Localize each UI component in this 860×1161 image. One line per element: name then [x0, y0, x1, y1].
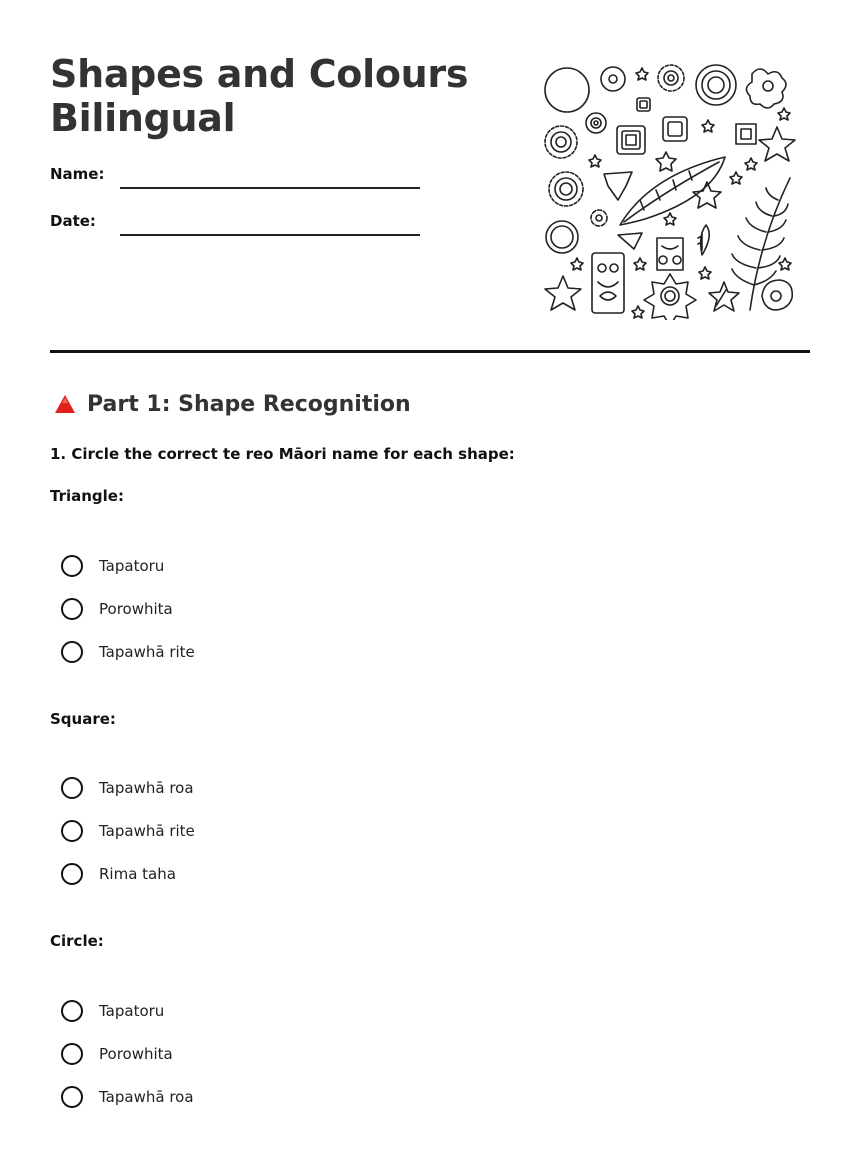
radio-circle[interactable]	[61, 1000, 83, 1022]
title-line-2: Bilingual	[50, 96, 236, 140]
date-label: Date:	[50, 212, 96, 230]
option-text: Tapatoru	[99, 1002, 165, 1020]
option-text: Rima taha	[99, 865, 176, 883]
option-text: Tapawhā roa	[99, 779, 194, 797]
radio-circle[interactable]	[61, 555, 83, 577]
option-circle-3[interactable]	[61, 1085, 194, 1109]
option-text: Tapawhā rite	[99, 643, 195, 661]
option-circle-1[interactable]	[61, 999, 164, 1023]
option-text: Porowhita	[99, 600, 173, 618]
radio-circle[interactable]	[61, 1086, 83, 1108]
question-text: 1. Circle the correct te reo Māori name for each shape:	[50, 445, 515, 463]
shape-label-triangle: Triangle:	[50, 487, 124, 505]
radio-circle[interactable]	[61, 641, 83, 663]
name-field-line[interactable]	[120, 187, 420, 189]
section-heading	[54, 388, 411, 420]
header-divider	[50, 350, 810, 353]
doodle-shapes-clipart-icon	[540, 60, 800, 320]
radio-circle[interactable]	[61, 598, 83, 620]
page-title	[50, 52, 468, 140]
radio-circle[interactable]	[61, 820, 83, 842]
option-square-1[interactable]	[61, 776, 194, 800]
red-triangle-icon	[54, 393, 76, 415]
option-circle-2[interactable]	[61, 1042, 173, 1066]
radio-circle[interactable]	[61, 863, 83, 885]
title-line-1: Shapes and Colours	[50, 52, 469, 96]
radio-circle[interactable]	[61, 777, 83, 799]
option-text: Tapawhā roa	[99, 1088, 194, 1106]
option-triangle-2[interactable]	[61, 597, 173, 621]
date-field-line[interactable]	[120, 234, 420, 236]
option-text: Tapawhā rite	[99, 822, 195, 840]
option-square-3[interactable]	[61, 862, 176, 886]
option-text: Porowhita	[99, 1045, 173, 1063]
shape-label-circle: Circle:	[50, 932, 104, 950]
section-title: Part 1: Shape Recognition	[87, 391, 411, 417]
option-triangle-1[interactable]	[61, 554, 164, 578]
option-triangle-3[interactable]	[61, 640, 195, 664]
name-label: Name:	[50, 165, 105, 183]
shape-label-square: Square:	[50, 710, 116, 728]
radio-circle[interactable]	[61, 1043, 83, 1065]
option-square-2[interactable]	[61, 819, 195, 843]
option-text: Tapatoru	[99, 557, 165, 575]
